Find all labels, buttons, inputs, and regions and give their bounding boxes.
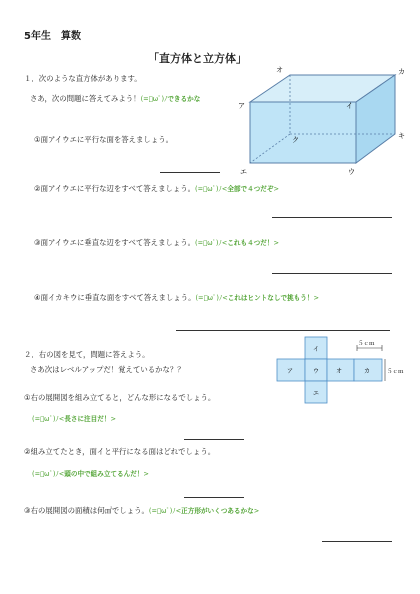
net-label-o: オ: [336, 368, 343, 375]
s1-q3-face: (=ﾟωﾟ)ﾉ<: [195, 239, 228, 247]
s1-question-1: ①面アイウエに平行な面を答えましょう。: [34, 135, 173, 144]
s2-question-3: [24, 505, 259, 516]
s2-q2-face: (=ﾟωﾟ)ﾉ<: [32, 470, 65, 478]
section2-sub: さあ次はレベルアップだ！覚えているかな？？: [30, 365, 185, 374]
vertex-label-a: ア: [238, 102, 245, 110]
s2-q2-hint-text: 頭の中で組み立てるんだ！: [64, 470, 144, 478]
vertex-label-i: イ: [346, 102, 353, 110]
s2-q2-end: >: [143, 470, 149, 478]
s2-answer-line-1[interactable]: [184, 439, 244, 440]
net-label-i: イ: [313, 346, 320, 353]
vertex-label-e: エ: [240, 168, 247, 176]
net-label-u: ウ: [313, 368, 320, 375]
vertex-label-o: オ: [276, 66, 283, 74]
s1-q3-text: ③面アイウエに垂直な辺をすべて答えましょう。: [34, 238, 196, 247]
section2-intro: ２．右の図を見て，問題に答えよう。: [24, 350, 150, 359]
s2-answer-line-2[interactable]: [184, 497, 244, 498]
s1-question-4: [34, 292, 319, 303]
net-label-a: ア: [287, 368, 294, 375]
vertex-label-ki: キ: [398, 132, 405, 140]
net-label-e: エ: [313, 390, 320, 397]
s1-q2-text: ②面アイウエに平行な辺をすべて答えましょう。: [34, 184, 196, 193]
s1-q3-end: >: [273, 239, 279, 247]
s2-q1-end: >: [110, 415, 116, 423]
s1-q2-face: (=ﾟωﾟ)ﾉ<: [195, 185, 228, 193]
section1-sub-prefix: さあ，次の問題に答えてみよう！: [30, 94, 141, 103]
s1-q4-end: >: [313, 294, 319, 302]
s1-q2-hint: 全部で４つだぞ: [227, 185, 274, 193]
s1-answer-line-4[interactable]: [176, 330, 390, 331]
cube-net-figure: [272, 336, 418, 406]
s2-q3-text: ③右の展開図の面積は何㎠でしょう。: [24, 506, 149, 515]
s2-q3-end: >: [253, 507, 260, 515]
s1-q4-face: (=ﾟωﾟ)ﾉ<: [195, 294, 228, 302]
s2-q1-hint-text: 長さに注目だ！: [64, 415, 111, 423]
s1-question-2: [34, 183, 279, 194]
s2-q1-hint: [32, 406, 116, 425]
worksheet-title: 「直方体と立方体」: [148, 52, 247, 65]
s2-answer-line-3[interactable]: [322, 541, 392, 542]
section1-sub-hint: できるかな: [167, 95, 201, 103]
cuboid-figure: [230, 62, 410, 182]
section1-sub-face: (=ﾟωﾟ)ﾉ: [140, 95, 168, 103]
section1-sub: [30, 93, 200, 104]
dimension-label-top: ５ｃｍ: [358, 341, 375, 347]
section1-intro: １．次のような直方体があります。: [24, 74, 142, 83]
s2-question-2: ②組み立てたとき，面イと平行になる面はどれでしょう。: [24, 447, 216, 456]
s2-q3-face: (=ﾟωﾟ)ﾉ<: [148, 507, 182, 515]
s1-q2-end: >: [273, 185, 279, 193]
cuboid-front-face: [250, 102, 356, 163]
s2-q2-hint: [32, 461, 149, 480]
s2-q3-hint: 正方形がいくつあるかな: [181, 507, 254, 515]
grade-subject-header: 5年生 算数: [24, 31, 81, 42]
s1-q3-hint: これも４つだ！: [227, 239, 274, 247]
s1-q4-text: ④面イカキウに垂直な面をすべて答えましょう。: [34, 293, 196, 302]
net-label-ka: カ: [364, 368, 371, 375]
s1-q4-hint: これはヒントなしで挑もう！: [227, 294, 314, 302]
dimension-label-side: ５ｃｍ: [387, 369, 404, 375]
s2-question-1: ①右の展開図を組み立てると，どんな形になるでしょう。: [24, 393, 216, 402]
vertex-label-ku: ク: [292, 136, 299, 144]
s1-answer-line-1[interactable]: [160, 172, 220, 173]
s1-question-3: [34, 237, 279, 248]
s1-answer-line-3[interactable]: [272, 273, 392, 274]
vertex-label-ka: カ: [398, 68, 405, 76]
vertex-label-u: ウ: [348, 168, 355, 176]
s2-q1-face: (=ﾟωﾟ)ﾉ<: [32, 415, 65, 423]
s1-answer-line-2[interactable]: [272, 217, 392, 218]
